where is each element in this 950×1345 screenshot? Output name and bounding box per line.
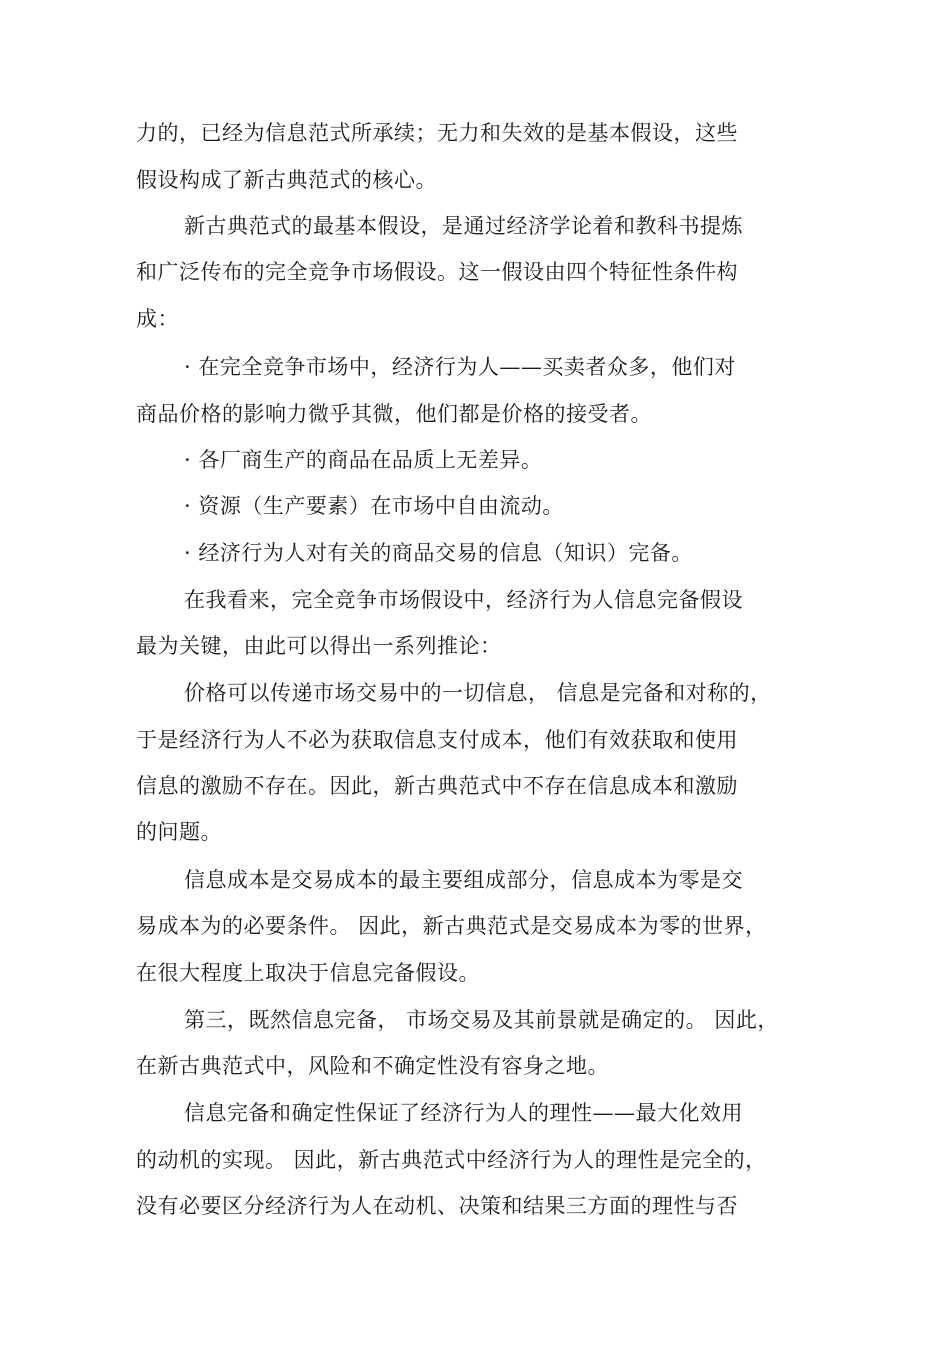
- text-line: 最为关键，由此可以得出一系列推论：: [136, 634, 502, 658]
- text-line: 的动机的实现。 因此，新古典范式中经济行为人的理性是完全的，: [136, 1148, 767, 1172]
- bullet-item: · 资源（生产要素）在市场中自由流动。: [184, 494, 564, 518]
- text-line: 商品价格的影响力微乎其微，他们都是价格的接受者。: [136, 402, 652, 426]
- text-line: 没有必要区分经济行为人在动机、决策和结果三方面的理性与否: [136, 1194, 738, 1218]
- bullet-item: · 在完全竞争市场中，经济行为人——买卖者众多，他们对: [184, 355, 736, 379]
- text-line: 和广泛传布的完全竞争市场假设。这一假设由四个特征性条件构: [136, 260, 738, 284]
- paragraph-start: 信息完备和确定性保证了经济行为人的理性——最大化效用: [184, 1101, 743, 1125]
- paragraph-start: 价格可以传递市场交易中的一切信息， 信息是完备和对称的，: [184, 681, 772, 705]
- paragraph-start: 新古典范式的最基本假设，是通过经济学论着和教科书提炼: [184, 214, 743, 238]
- bullet-item: · 经济行为人对有关的商品交易的信息（知识）完备。: [184, 541, 693, 565]
- paragraph-start: 第三，既然信息完备， 市场交易及其前景就是确定的。 因此，: [184, 1008, 779, 1032]
- text-line: 成：: [136, 307, 179, 331]
- bullet-item: · 各厂商生产的商品在品质上无差异。: [184, 448, 543, 472]
- text-line: 于是经济行为人不必为获取信息支付成本，他们有效获取和使用: [136, 728, 738, 752]
- text-line: 假设构成了新古典范式的核心。: [136, 168, 437, 192]
- text-line: 在新古典范式中，风险和不确定性没有容身之地。: [136, 1054, 609, 1078]
- text-line: 易成本为的必要条件。 因此，新古典范式是交易成本为零的世界，: [136, 914, 767, 938]
- text-line: 信息的激励不存在。因此，新古典范式中不存在信息成本和激励: [136, 774, 738, 798]
- text-line: 力的，已经为信息范式所承续；无力和失效的是基本假设，这些: [136, 121, 738, 145]
- text-line: 在很大程度上取决于信息完备假设。: [136, 961, 480, 985]
- paragraph-start: 信息成本是交易成本的最主要组成部分，信息成本为零是交: [184, 868, 743, 892]
- text-line: 的问题。: [136, 820, 222, 844]
- paragraph-start: 在我看来，完全竞争市场假设中，经济行为人信息完备假设: [184, 588, 743, 612]
